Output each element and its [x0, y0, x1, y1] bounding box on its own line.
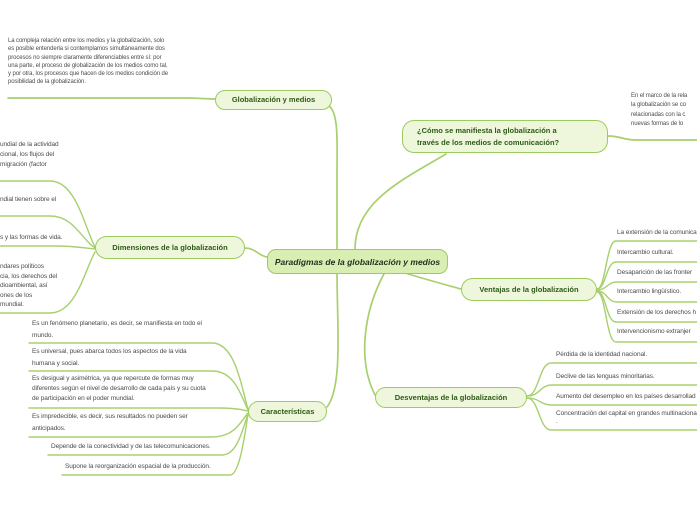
ventajas-item[interactable]: Intervencionismo extranjer: [617, 328, 691, 335]
node-globalizacion-y-medios[interactable]: [215, 90, 332, 110]
item-line: ndial tienen sobre el: [0, 196, 57, 203]
item-line: dioambiental, así: [0, 282, 48, 289]
note-line: procesos no siempre claramente diferenciables entre sí: por: [8, 54, 162, 61]
note-line: y por otra, los procesos que hacen de los medios condición de: [8, 71, 168, 78]
desventajas-item[interactable]: [556, 410, 697, 425]
note-como-manifiesta[interactable]: [631, 92, 687, 129]
item-line: cional, los flujos del: [0, 151, 55, 158]
item-line: Es un fenómeno planetario, es decir, se manifiesta en todo el: [32, 320, 202, 327]
item-line: anticipados.: [32, 424, 66, 432]
item-line: Declive de las lenguas minoritarias.: [556, 373, 655, 380]
desventajas-item[interactable]: [556, 371, 655, 383]
node-center-paradigmas[interactable]: [267, 249, 448, 274]
item-line: migración (factor: [0, 161, 47, 168]
note-line: nuevas formas de lo: [631, 120, 684, 127]
item-line: Concentración del capital en grandes multinaciona: [556, 410, 697, 417]
item-line: diferentes según el nivel de desarrollo de cada país y su cuota: [32, 385, 206, 392]
note-line: la globalización se co: [631, 102, 686, 109]
dimensiones-item[interactable]: [0, 140, 59, 170]
item-line: Es impredecible, es decir, sus resultados no pueden ser: [32, 413, 188, 420]
caracteristicas-item[interactable]: [32, 318, 202, 341]
item-line: cia, los derechos del: [0, 272, 58, 280]
ventajas-item[interactable]: Intercambio lingüístico.: [617, 288, 682, 295]
dimensiones-item[interactable]: [0, 262, 57, 310]
item-line: ndares políticos: [0, 263, 44, 270]
note-line: una parte, el proceso de globalización de los medios como tal,: [8, 62, 168, 69]
node-ventajas[interactable]: [461, 278, 597, 301]
item-line: mundial.: [0, 301, 24, 308]
ventajas-item[interactable]: Intercambio cultural.: [617, 249, 674, 256]
note-line: es posible entenderla si contemplamos simultáneamente dos: [8, 46, 165, 53]
dimensiones-item[interactable]: [0, 232, 62, 244]
ventajas-item[interactable]: La extensión de la comunica: [617, 229, 697, 236]
note-line: relacionadas con la c: [631, 111, 686, 118]
ventajas-item[interactable]: Desaparición de las fronter: [617, 269, 692, 276]
item-line: Es desigual y asimétrica, ya que repercute de formas muy: [32, 375, 194, 382]
item-line: ones de los: [0, 291, 33, 299]
caracteristicas-item[interactable]: [65, 461, 211, 473]
desventajas-item[interactable]: [556, 391, 695, 403]
item-line: humana y social.: [32, 359, 80, 367]
node-caracteristicas[interactable]: [248, 401, 327, 422]
item-line: .: [556, 417, 558, 425]
node-dimensiones[interactable]: [95, 236, 245, 259]
item-line: Depende de la conectividad y de las telecomunicaciones.: [51, 443, 211, 450]
item-line: Aumento del desempleo en los países desarrollad: [556, 393, 696, 400]
caracteristicas-item[interactable]: [51, 441, 211, 453]
node-label: Dimensiones de la globalización: [112, 242, 228, 252]
note-line: En el marco de la rela: [631, 93, 688, 99]
node-label: Paradigmas de la globalización y medios: [274, 256, 441, 267]
item-line: Es universal, pues abarca todos los aspectos de la vida: [32, 348, 187, 355]
item-line: de participación en el poder mundial.: [32, 395, 135, 402]
item-line: Pérdida de la identidad nacional.: [556, 351, 648, 358]
dimensiones-item[interactable]: [0, 194, 56, 206]
node-label: Desventajas de la globalización: [394, 392, 508, 402]
node-label: Globalización y medios: [231, 95, 316, 104]
note-globalizacion-medios[interactable]: [8, 37, 168, 87]
node-label: Ventajas de la globalización: [479, 284, 579, 294]
item-line: s y las formas de vida.: [0, 234, 63, 241]
caracteristicas-item[interactable]: [32, 411, 188, 434]
node-label-line: ¿Cómo se manifiesta la globalización a: [417, 126, 557, 135]
item-line: Supone la reorganización espacial de la producción.: [65, 463, 211, 470]
note-line: La compleja relación entre los medios y la globalización, solo: [8, 38, 165, 44]
node-label-line: través de los medios de comunicación?: [417, 137, 560, 147]
item-line: undial de la actividad: [0, 141, 59, 148]
note-line: posibilidad de la globalización.: [8, 79, 86, 86]
node-label: Características: [260, 406, 315, 416]
node-desventajas[interactable]: [375, 387, 527, 408]
ventajas-item[interactable]: Extensión de los derechos h: [617, 309, 696, 316]
node-como-se-manifiesta[interactable]: [402, 120, 608, 153]
caracteristicas-item[interactable]: [32, 374, 206, 404]
caracteristicas-item[interactable]: [32, 346, 187, 369]
desventajas-item[interactable]: [556, 349, 647, 361]
item-line: mundo.: [32, 331, 54, 339]
